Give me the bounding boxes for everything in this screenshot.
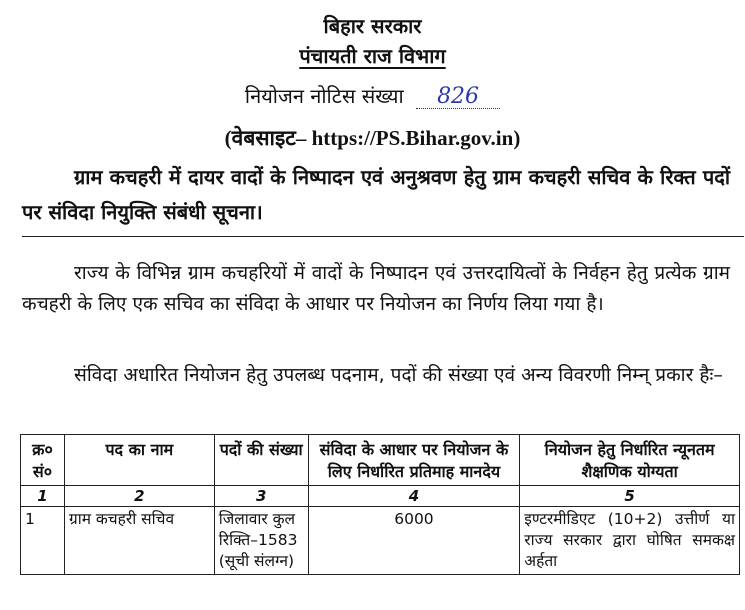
department-title	[0, 42, 745, 69]
row-post-count: जिलावार कुल रिक्ति–1583 (सूची संलग्न)	[214, 507, 308, 575]
header-post-count: पदों की संख्या	[214, 435, 308, 486]
department-title-text: पंचायती राज विभाग	[299, 44, 446, 68]
header-honorarium: संविदा के आधार पर नियोजन के लिए निर्धारित प्रतिमाह मानदेय	[308, 435, 520, 486]
column-number: 3	[214, 486, 308, 507]
row-serial: 1	[21, 507, 65, 575]
column-number: 4	[308, 486, 520, 507]
table-header-row	[21, 435, 740, 486]
government-title: बिहार सरकार	[323, 14, 422, 38]
row-honorarium: 6000	[308, 507, 520, 575]
header-post-name: पद का नाम	[64, 435, 214, 486]
table-row	[21, 507, 740, 575]
website-text[interactable]: (वेबसाइट– https://PS.Bihar.gov.in)	[224, 126, 521, 150]
body-paragraph-2: संविदा अधारित नियोजन हेतु उपलब्ध पदनाम, पदों की संख्या एवं अन्य विवरणी निम्न् प्रकार हैः–	[74, 364, 723, 386]
row-qualification: इण्टरमीडिएट (10+2) उत्तीर्ण या राज्य सरकार द्वारा घोषित समकक्ष अर्हता	[520, 507, 740, 575]
divider	[22, 236, 744, 237]
column-number-row	[21, 486, 740, 507]
posts-table	[20, 434, 740, 575]
header-serial: क्र० सं०	[21, 435, 65, 486]
notice-number-value: 826	[416, 86, 500, 109]
notice-number-line	[0, 82, 745, 109]
notice-number-label: नियोजन नोटिस संख्या	[244, 84, 404, 108]
header-qualification: नियोजन हेतु निर्धारित न्यूनतम शैक्षणिक योग्यता	[520, 435, 740, 486]
body-paragraph-1: राज्य के विभिन्न ग्राम कचहरियों में वादों के निष्पादन एवं उत्तरदायित्वों के निर्वहन हेतु प्रत्येक ग्राम कचहरी के लिए एक सचिव का संविदा के आधार पर नियोजन का निर्णय लिया गया है।	[22, 262, 730, 315]
row-post-name: ग्राम कचहरी सचिव	[64, 507, 214, 575]
column-number: 2	[64, 486, 214, 507]
website-line	[0, 124, 745, 152]
column-number: 5	[520, 486, 740, 507]
column-number: 1	[21, 486, 65, 507]
subject-heading: ग्राम कचहरी में दायर वादों के निष्पादन एवं अनुश्रवण हेतु ग्राम कचहरी सचिव के रिक्त पदों पर संविदा नियुक्ति संबंधी सूचना।	[22, 165, 730, 224]
